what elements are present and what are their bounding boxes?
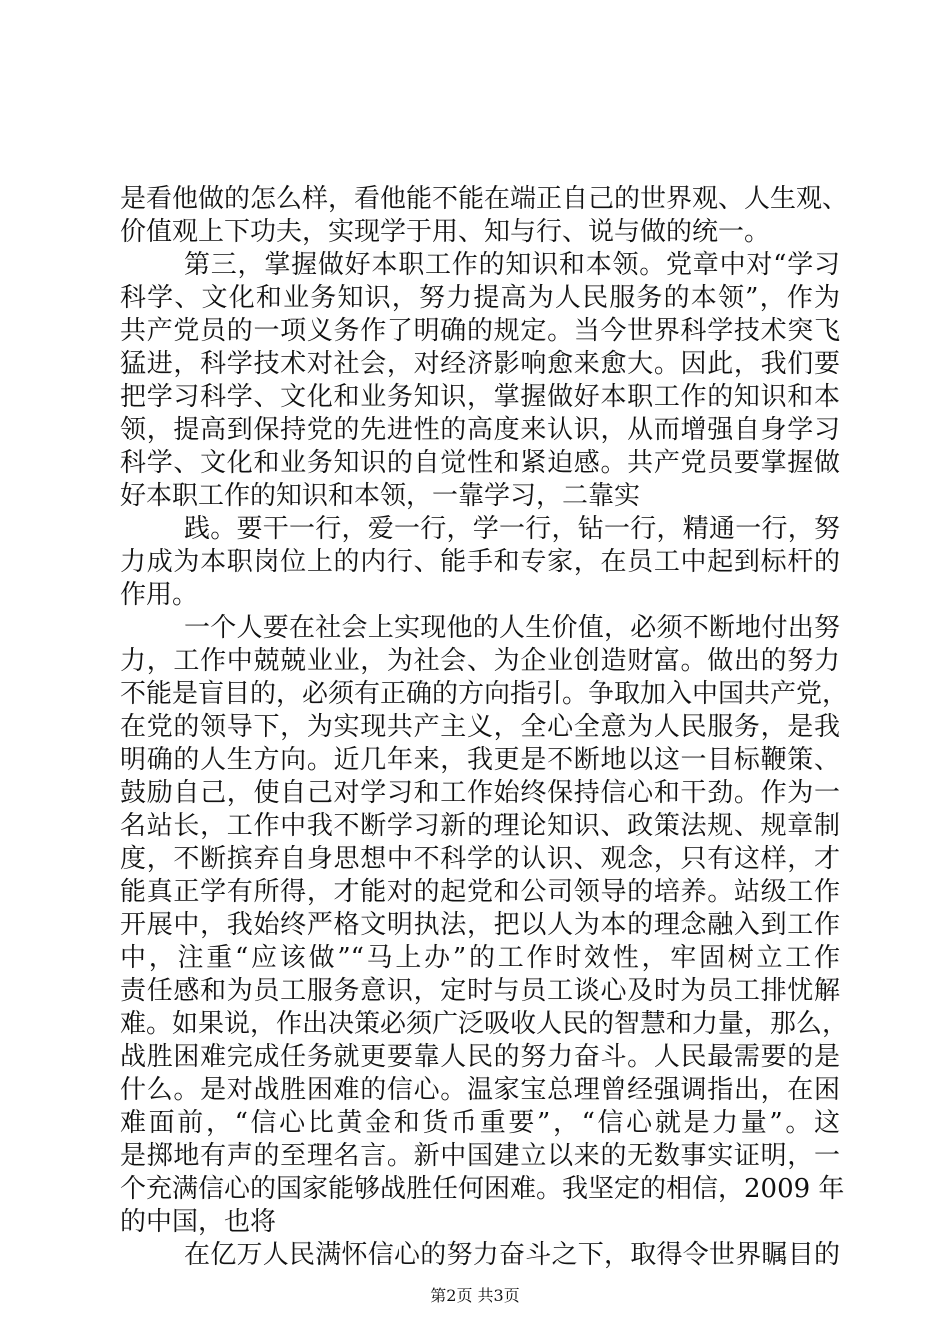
text-line-4: 科学、文化和业务知识，努力提高为人民服务的本领”，作为 xyxy=(120,283,840,313)
text-line-14: 一个人要在社会上实现他的人生价值，必须不断地付出努 xyxy=(184,613,840,643)
text-line-20: 名站长，工作中我不断学习新的理论知识、政策法规、规章制 xyxy=(120,811,840,841)
text-line-31: 个充满信心的国家能够战胜任何困难。我坚定的相信，2009 年 xyxy=(120,1174,845,1204)
text-line-9: 科学、文化和业务知识的自觉性和紧迫感。共产党员要掌握做 xyxy=(120,448,840,478)
text-line-13: 作用。 xyxy=(120,580,199,610)
text-line-17: 在党的领导下，为实现共产主义，全心全意为人民服务，是我 xyxy=(120,712,840,742)
text-line-29: 难面前，“信心比黄金和货币重要”，“信心就是力量”。这 xyxy=(120,1108,840,1138)
text-line-19: 鼓励自己，使自己对学习和工作始终保持信心和干劲。作为一 xyxy=(120,778,840,808)
text-line-3: 第三，掌握做好本职工作的知识和本领。党章中对“学习 xyxy=(184,250,840,280)
text-line-33: 在亿万人民满怀信心的努力奋斗之下，取得令世界瞩目的 xyxy=(184,1240,840,1270)
text-line-8: 领，提高到保持党的先进性的高度来认识，从而增强自身学习 xyxy=(120,415,840,445)
text-line-28: 什么。是对战胜困难的信心。温家宝总理曾经强调指出，在困 xyxy=(120,1075,840,1105)
text-line-18: 明确的人生方向。近几年来，我更是不断地以这一目标鞭策、 xyxy=(120,745,840,775)
text-line-6: 猛进，科学技术对社会，对经济影响愈来愈大。因此，我们要 xyxy=(120,349,840,379)
text-line-12: 力成为本职岗位上的内行、能手和专家，在员工中起到标杆的 xyxy=(120,547,840,577)
text-line-15: 力，工作中兢兢业业，为社会、为企业创造财富。做出的努力 xyxy=(120,646,840,676)
text-line-21: 度，不断摈弃自身思想中不科学的认识、观念，只有这样，才 xyxy=(120,844,840,874)
text-line-5: 共产党员的一项义务作了明确的规定。当今世界科学技术突飞 xyxy=(120,316,840,346)
text-line-22: 能真正学有所得，才能对的起党和公司领导的培养。站级工作 xyxy=(120,877,840,907)
text-line-24: 中，注重“应该做”“马上办”的工作时效性，牢固树立工作 xyxy=(120,943,840,973)
text-line-25: 责任感和为员工服务意识，定时与员工谈心及时为员工排忧解 xyxy=(120,976,840,1006)
text-line-30: 是掷地有声的至理名言。新中国建立以来的无数事实证明，一 xyxy=(120,1141,840,1171)
text-line-26: 难。如果说，作出决策必须广泛吸收人民的智慧和力量，那么， xyxy=(120,1009,849,1039)
page-footer: 第2页 共3页 xyxy=(430,1286,520,1305)
text-line-32: 的中国，也将 xyxy=(120,1207,277,1237)
text-line-23: 开展中，我始终严格文明执法，把以人为本的理念融入到工作 xyxy=(120,910,840,940)
text-line-7: 把学习科学、文化和业务知识，掌握做好本职工作的知识和本 xyxy=(120,382,840,412)
text-line-10: 好本职工作的知识和本领，一靠学习，二靠实 xyxy=(120,481,641,511)
text-line-2: 价值观上下功夫，实现学于用、知与行、说与做的统一。 xyxy=(120,217,771,247)
text-line-1: 是看他做的怎么样，看他能不能在端正自己的世界观、人生观、 xyxy=(120,184,849,214)
text-line-27: 战胜困难完成任务就更要靠人民的努力奋斗。人民最需要的是 xyxy=(120,1042,840,1072)
text-line-11: 践。要干一行，爱一行，学一行，钻一行，精通一行，努 xyxy=(184,514,840,544)
text-line-16: 不能是盲目的，必须有正确的方向指引。争取加入中国共产党， xyxy=(120,679,849,709)
